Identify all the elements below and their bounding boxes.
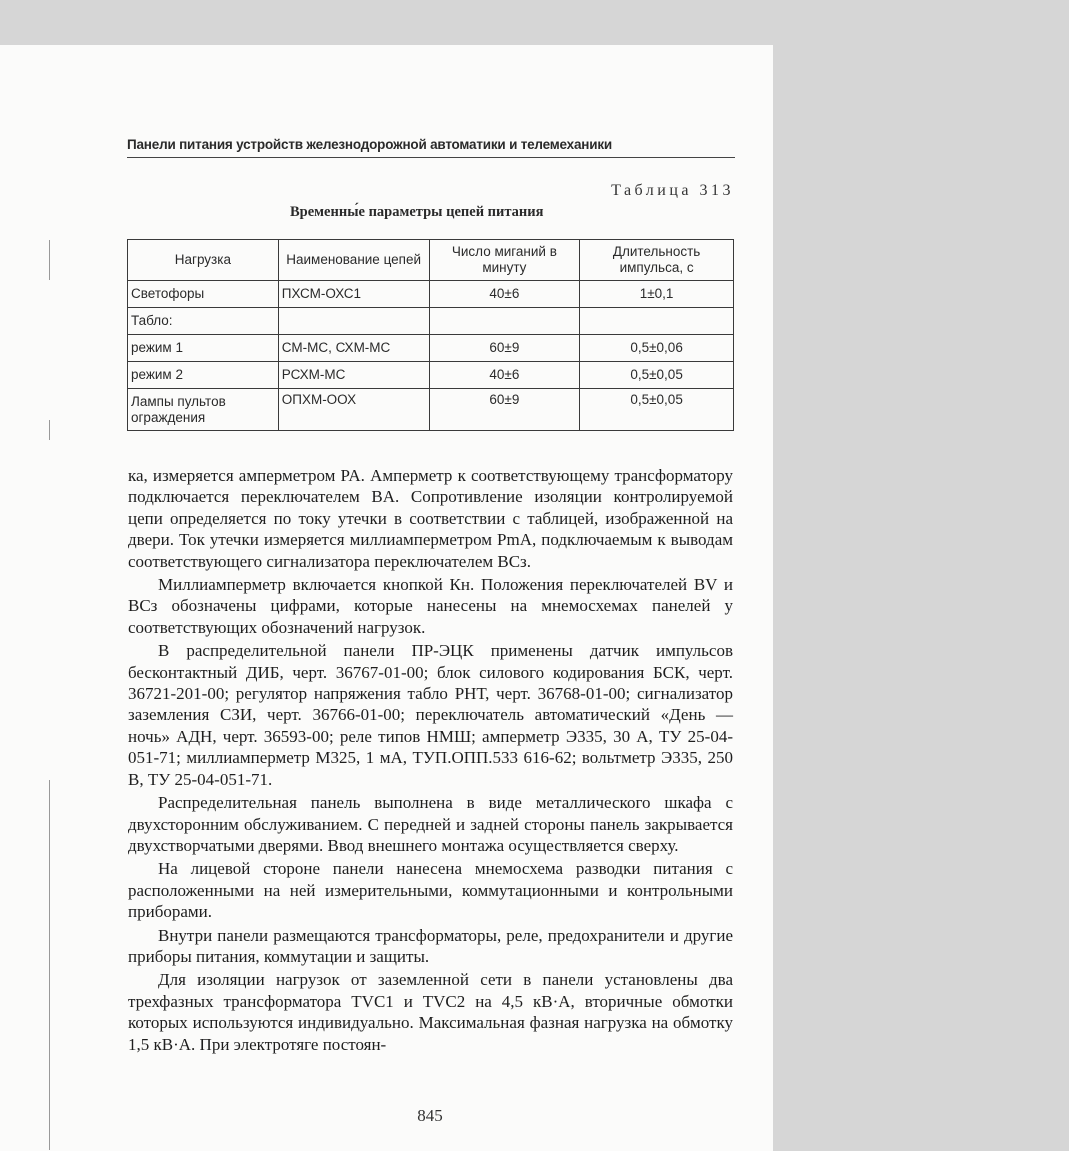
table-cell: РСХМ-МС (278, 362, 429, 389)
table-title: Временны́е параметры цепей питания (290, 204, 544, 220)
scan-margin-mark (49, 420, 50, 440)
table-row (128, 389, 734, 431)
table-cell: режим 2 (128, 362, 279, 389)
paragraph: Внутри панели размещаются трансформаторы, реле, предохранители и другие приборы питания, коммутации и защиты. (128, 925, 733, 966)
table-cell: 40±6 (429, 362, 580, 389)
paragraph: В распределительной панели ПР-ЭЦК применены датчик импульсов бесконтактный ДИБ, черт. 36767-01-00; блок силового кодирования БСК, черт. 36721-201-00; регулятор напряжения табло РНТ, черт. 36768-01-00; сигнализатор заземления СЗИ, черт. 36766-01-00; переключатель автоматический «День — ночь» АДН, черт. 36593-00; реле типов НМШ; амперметр Э335, 30 А, ТУ 25-04-051-71; миллиамперметр М325, 1 мА, ТУП.ОПП.533 616-62; вольтметр Э335, 250 В, ТУ 25-04-051-71. (128, 641, 733, 789)
table-number: Таблица 313 (611, 182, 734, 199)
table-cell: 0,5±0,05 (580, 389, 734, 431)
parameters-table (127, 239, 734, 431)
column-header: Наименование цепей (278, 240, 429, 281)
table-cell: 60±9 (429, 389, 580, 431)
column-header: Нагрузка (128, 240, 279, 281)
page-number: 845 (417, 1106, 443, 1125)
table-cell (580, 308, 734, 335)
running-head: Панели питания устройств железнодорожной автоматики и телемеханики (127, 137, 613, 152)
table-cell: 0,5±0,05 (580, 362, 734, 389)
column-header: Число миганий в минуту (429, 240, 580, 281)
table-cell: ОПХМ-ООХ (278, 389, 429, 431)
column-header: Длительность импульса, с (580, 240, 734, 281)
paragraph: На лицевой стороне панели нанесена мнемосхема разводки питания с расположенными на ней измерительными, коммутационными и контрольными приборами. (128, 859, 733, 922)
table-row (128, 281, 734, 308)
scan-margin-mark (49, 780, 50, 1150)
table-row (128, 308, 734, 335)
table-cell: 40±6 (429, 281, 580, 308)
body-text (128, 465, 733, 1055)
table-row (128, 335, 734, 362)
table-cell: Лампы пультов ограждения (128, 389, 279, 431)
scan-margin-mark (49, 240, 50, 280)
table-cell: ПХСМ-ОХС1 (278, 281, 429, 308)
table-cell: 0,5±0,06 (580, 335, 734, 362)
header-rule (127, 157, 735, 158)
paragraph: Для изоляции нагрузок от заземленной сети в панели установлены два трехфазных трансформатора TVC1 и TVC2 на 4,5 кВ·А, вторичные обмотки которых используются индивидуально. Максимальная фазная нагрузка на обмотку 1,5 кВ·А. При электротяге постоян- (128, 970, 733, 1054)
paragraph: Распределительная панель выполнена в виде металлического шкафа с двухсторонним обслуживанием. С передней и задней стороны панель закрывается двухстворчатыми дверями. Ввод внешнего монтажа осуществляется сверху. (128, 793, 733, 855)
table-cell: 1±0,1 (580, 281, 734, 308)
table-row (128, 362, 734, 389)
table-cell (278, 308, 429, 335)
paragraph: ка, измеряется амперметром PA. Амперметр к соответствующему трансформатору подключается переключателем BA. Сопротивление изоляции контролируемой цепи определяется по току утечки в соответствии с таблицей, изображенной на двери. Ток утечки измеряется миллиамперметром PmA, подключаемым к выводам соответствующего сигнализатора переключателем BСз. (128, 466, 733, 571)
table-cell: СМ-МС, СХМ-МС (278, 335, 429, 362)
table-cell: 60±9 (429, 335, 580, 362)
table-cell: Табло: (128, 308, 279, 335)
table-header-row (128, 240, 734, 281)
table-cell: Светофоры (128, 281, 279, 308)
paragraph: Миллиамперметр включается кнопкой Кн. Положения переключателей BV и BСз обозначены цифрами, которые нанесены на мнемосхемах панелей у соответствующих обозначений нагрузок. (128, 575, 733, 637)
table-cell (429, 308, 580, 335)
table-cell: режим 1 (128, 335, 279, 362)
